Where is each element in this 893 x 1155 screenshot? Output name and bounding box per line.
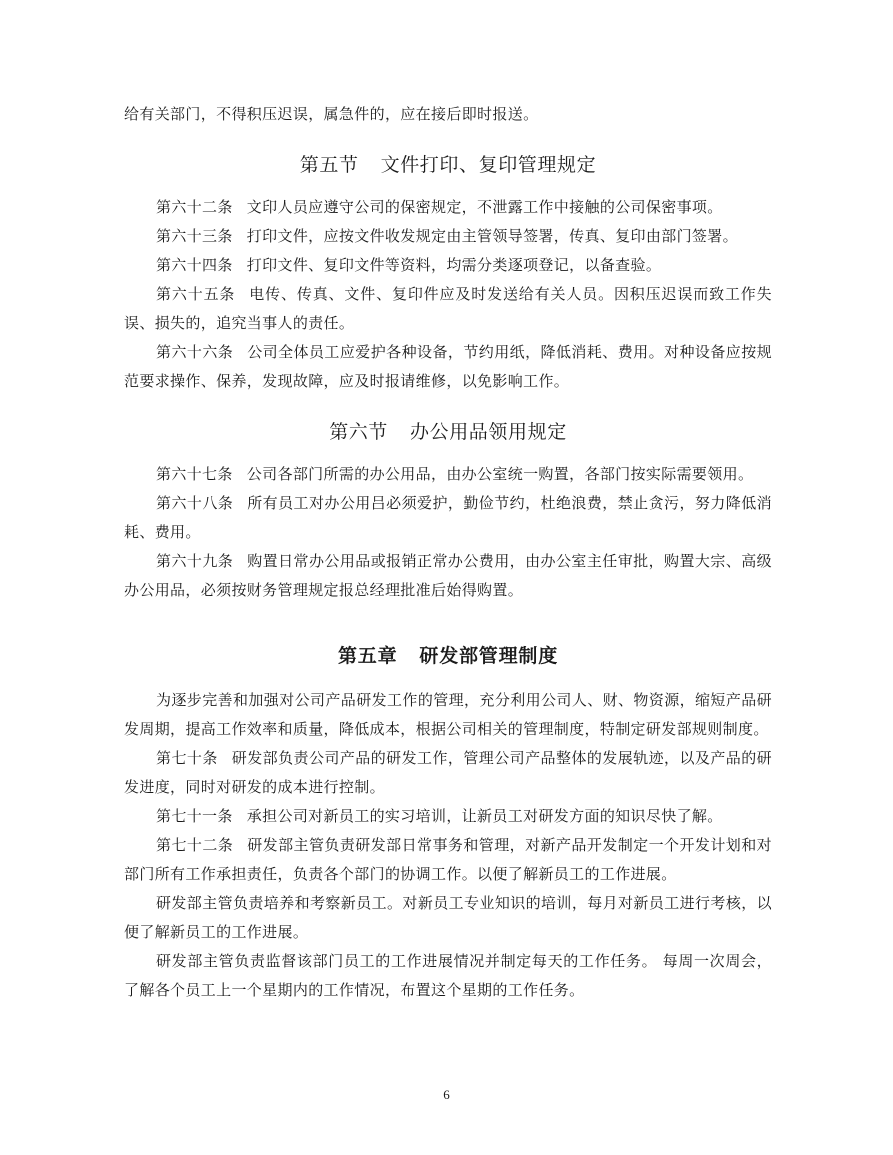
spacer [124, 445, 772, 460]
spacer [124, 669, 772, 686]
section-number: 第五节 [299, 154, 359, 176]
article-67 [124, 460, 772, 489]
article-text: 文印人员应遵守公司的保密规定，不泄露工作中接触的公司保密事项。 [246, 198, 723, 216]
closing-paragraph: 研发部主管负责监督该部门员工的工作进展情况并制定每天的工作任务。 每周一次周会，了解各个员工上一个星期内的工作情况，布置这个星期的工作任务。 [124, 952, 772, 999]
article-text: 公司全体员工应爱护各种设备，节约用纸，降低消耗、费用。对种设备应按规范要求操作、保养，发现故障，应及时报请维修，以免影响工作。 [124, 343, 772, 390]
article-text: 研发部主管负责研发部日常事务和管理，对新产品开发制定一个开发计划和对部门所有工作承担责任，负责各个部门的协调工作。以便了解新员工的工作进展。 [124, 836, 772, 883]
spacer [124, 178, 772, 193]
article-number: 第七十二条 [156, 836, 234, 854]
article-text: 打印文件，应按文件收发规定由主管领导签署，传真、复印由部门签署。 [246, 227, 738, 245]
article-text: 研发部负责公司产品的研发工作，管理公司产品整体的发展轨迹，以及产品的研发进度，同时对研发的成本进行控制。 [124, 749, 772, 796]
article-number: 第六十六条 [156, 343, 234, 361]
article-number: 第六十四条 [156, 256, 233, 274]
article-text: 承担公司对新员工的实习培训，让新员工对研发方面的知识尽快了解。 [246, 807, 723, 825]
article-number: 第六十三条 [156, 227, 233, 245]
closing-paragraph: 研发部主管负责培养和考察新员工。对新员工专业知识的培训，每月对新员工进行考核，以便了解新员工的工作进展。 [124, 894, 772, 941]
article-64 [124, 251, 772, 280]
article-text: 打印文件、复印文件等资料，均需分类逐项登记，以备查验。 [246, 256, 662, 274]
article-number: 第七十一条 [156, 807, 233, 825]
article-number: 第六十五条 [156, 285, 236, 303]
article-70 [124, 744, 772, 802]
article-text: 电传、传真、文件、复印件应及时发送给有关人员。因积压迟误而致工作失误、损失的，追究当事人的责任。 [124, 285, 772, 332]
section-heading-6 [124, 419, 772, 445]
article-number: 第六十八条 [156, 494, 234, 512]
page-number: 6 [443, 1087, 450, 1102]
article-72 [124, 831, 772, 889]
chapter-preamble: 为逐步完善和加强对公司产品研发工作的管理，充分利用公司人、财、物资源，缩短产品研发周期，提高工作效率和质量，降低成本，根据公司相关的管理制度，特制定研发部规则制度。 [124, 691, 772, 738]
article-text: 公司各部门所需的办公用品，由办公室统一购置，各部门按实际需要领用。 [246, 465, 754, 483]
article-66 [124, 338, 772, 396]
section-title: 文件打印、复印管理规定 [380, 154, 597, 176]
article-62 [124, 193, 772, 222]
section-title: 办公用品领用规定 [410, 421, 567, 443]
article-68 [124, 489, 772, 547]
spacer [124, 605, 772, 643]
article-65 [124, 280, 772, 338]
spacer [124, 129, 772, 152]
article-text: 所有员工对办公用吕必须爱护，勤俭节约，杜绝浪费，禁止贪污，努力降低消耗、费用。 [124, 494, 772, 541]
chapter-number: 第五章 [337, 645, 398, 667]
article-number: 第七十条 [156, 749, 218, 767]
article-number: 第六十二条 [156, 198, 233, 216]
chapter-title: 研发部管理制度 [419, 645, 558, 667]
article-number: 第六十九条 [156, 552, 234, 570]
article-63 [124, 222, 772, 251]
page-body [124, 100, 772, 1005]
section-heading-5 [124, 152, 772, 178]
article-71 [124, 802, 772, 831]
article-69 [124, 547, 772, 605]
article-number: 第六十七条 [156, 465, 233, 483]
article-text: 购置日常办公用品或报销正常办公费用，由办公室主任审批，购置大宗、高级办公用品，必须按财务管理规定报总经理批准后始得购置。 [124, 552, 772, 599]
spacer [124, 396, 772, 419]
chapter-heading-5 [124, 643, 772, 669]
section-number: 第六节 [329, 421, 388, 443]
continuation-paragraph: 给有关部门，不得积压迟误，属急件的，应在接后即时报送。 [124, 105, 539, 123]
